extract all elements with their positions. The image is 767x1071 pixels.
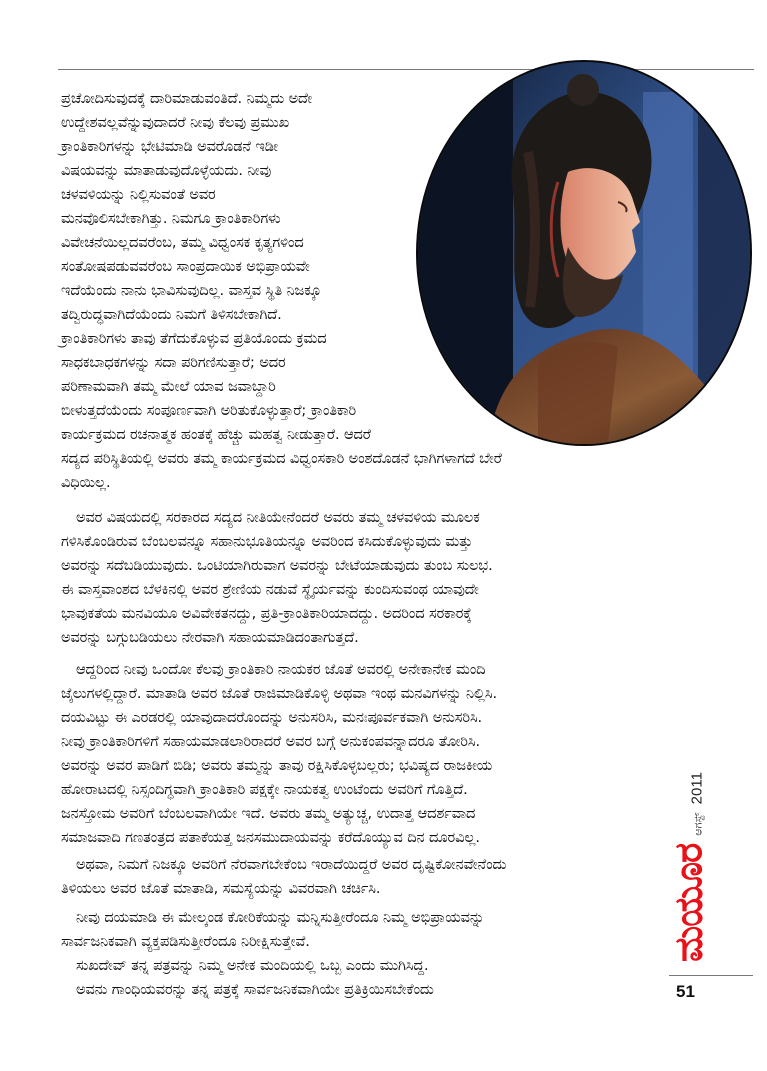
body-line: ಆದ್ದರಿಂದ ನೀವು ಒಂದೋ ಕೆಲವು ಕ್ರಾಂತಿಕಾರಿ ನಾಯಕರ ಜೊತೆ ಅವರಲ್ಲಿ ಅನೇಕಾನೇಕ ಮಂದಿ <box>76 662 486 678</box>
body-line: ಕಾರ್ಯಕ್ರಮದ ರಚನಾತ್ಮಕ ಹಂತಕ್ಕೆ ಹೆಚ್ಚು ಮಹತ್ವ ನೀಡುತ್ತಾರೆ. ಆದರೆ <box>61 427 371 443</box>
body-line: ಬೀಳುತ್ತದೆಯೆಂದು ಸಂಪೂರ್ಣವಾಗಿ ಅರಿತುಕೊಳ್ಳುತ್ತಾರೆ; ಕ್ರಾಂತಿಕಾರಿ <box>61 403 357 419</box>
body-line: ಕ್ರಾಂತಿಕಾರಿಗಳನ್ನು ಭೇಟಿಮಾಡಿ ಅವರೊಡನೆ ಇಡೀ <box>61 139 278 155</box>
body-line: ಚಳವಳಿಯನ್ನು ನಿಲ್ಲಿಸುವಂತೆ ಅವರ <box>61 187 216 203</box>
body-line: ಅವರನ್ನು ಬಗ್ಗುಬಡಿಯಲು ನೇರವಾಗಿ ಸಹಾಯಮಾಡಿದಂತಾಗುತ್ತದೆ. <box>61 630 359 646</box>
body-line: ಇದೆಯೆಂದು ನಾನು ಭಾವಿಸುವುದಿಲ್ಲ. ವಾಸ್ತವ ಸ್ಥಿತಿ ನಿಜಕ್ಕೂ <box>61 283 322 299</box>
footer-rule <box>669 975 753 976</box>
body-line: ಸಮಾಜವಾದಿ ಗಣತಂತ್ರದ ಪತಾಕೆಯತ್ತ ಜನಸಮುದಾಯವನ್ನು ಕರೆದೊಯ್ಯುವ ದಿನ ದೂರವಿಲ್ಲ. <box>61 830 480 846</box>
body-line: ಸದ್ಯದ ಪರಿಸ್ಥಿತಿಯಲ್ಲಿ ಅವರು ತಮ್ಮ ಕಾರ್ಯಕ್ರಮದ ವಿಧ್ವಂಸಕಾರಿ ಅಂಶದೊಡನೆ ಭಾಗಿಗಳಾಗದೆ ಬೇರೆ <box>61 451 502 467</box>
body-line: ಮನವೊಲಿಸಬೇಕಾಗಿತ್ತು. ನಿಮಗೂ ಕ್ರಾಂತಿಕಾರಿಗಳು <box>61 211 281 227</box>
body-line: ವಿಧಿಯಿಲ್ಲ. <box>61 475 111 491</box>
body-line: ಸಂತೋಷಪಡುವವರೆಂಬ ಸಾಂಪ್ರದಾಯಿಕ ಅಭಿಪ್ರಾಯವೇ <box>61 259 310 275</box>
body-line: ಜೈಲುಗಳಲ್ಲಿದ್ದಾರೆ. ಮಾತಾಡಿ ಅವರ ಜೊತೆ ರಾಜಿಮಾಡಿಕೊಳ್ಳಿ ಅಥವಾ ಇಂಥ ಮನವಿಗಳನ್ನು ನಿಲ್ಲಿಸಿ. <box>61 686 497 702</box>
body-line: ಅಥವಾ, ನಿಮಗೆ ನಿಜಕ್ಕೂ ಅವರಿಗೆ ನೆರವಾಗಬೇಕೆಂಬ ಇರಾದೆಯಿದ್ದರೆ ಅವರ ದೃಷ್ಟಿಕೋನವೇನೆಂದು <box>76 857 507 873</box>
magazine-sidebar <box>664 762 714 972</box>
body-line: ತದ್ವಿರುದ್ಧವಾಗಿದೆಯೆಂದು ನಿಮಗೆ ತಿಳಿಸಬೇಕಾಗಿದೆ. <box>61 307 282 323</box>
body-line: ವಿಷಯವನ್ನು ಮಾತಾಡುವುದೊಳ್ಳೆಯದು. ನೀವು <box>61 163 272 179</box>
issue-month: ಆಗಸ್ಟ್ <box>691 812 705 836</box>
body-line: ಅವನು ಗಾಂಧಿಯವರನ್ನು ತನ್ನ ಪತ್ರಕ್ಕೆ ಸಾರ್ವಜನಿಕವಾಗಿಯೇ ಪ್ರತಿಕ್ರಿಯಿಸಬೇಕೆಂದು <box>76 982 434 998</box>
body-line: ಜನಸ್ತೋಮ ಅವರಿಗೆ ಬೆಂಬಲವಾಗಿಯೇ ಇದೆ. ಅವರು ತಮ್ಮ ಅತ್ಯುಚ್ಚ, ಉದಾತ್ತ ಆದರ್ಶವಾದ <box>61 806 476 822</box>
body-line: ಸಾರ್ವಜನಿಕವಾಗಿ ವ್ಯಕ್ತಪಡಿಸುತ್ತೀರೆಂದೂ ನಿರೀಕ್ಷಿಸುತ್ತೇವೆ. <box>61 934 310 950</box>
body-line: ಈ ವಾಸ್ತವಾಂಶದ ಬೆಳಕಿನಲ್ಲಿ ಅವರ ಶ್ರೇಣಿಯ ನಡುವೆ ಸ್ಥೈರ್ಯವನ್ನು ಕುಂದಿಸುವಂಥ ಯಾವುದೇ <box>61 582 479 598</box>
body-line: ಅವರ ವಿಷಯದಲ್ಲಿ ಸರಕಾರದ ಸದ್ಯದ ನೀತಿಯೇನೆಂದರೆ ಅವರು ತಮ್ಮ ಚಳವಳಿಯ ಮೂಲಕ <box>76 510 480 526</box>
body-line: ಗಳಿಸಿಕೊಂಡಿರುವ ಬೆಂಬಲವನ್ನೂ ಸಹಾನುಭೂತಿಯನ್ನೂ ಅವರಿಂದ ಕಸಿದುಕೊಳ್ಳುವುದು ಮತ್ತು <box>61 534 473 550</box>
body-line: ದಯವಿಟ್ಟು ಈ ಎರಡರಲ್ಲಿ ಯಾವುದಾದರೊಂದನ್ನು ಅನುಸರಿಸಿ, ಮನಃಪೂರ್ವಕವಾಗಿ ಅನುಸರಿಸಿ. <box>61 710 483 726</box>
issue-year: 2011 <box>688 772 706 805</box>
body-line: ವಿವೇಚನೆಯಿಲ್ಲದವರೆಂಬ, ತಮ್ಮ ವಿಧ್ವಂಸಕ ಕೃತ್ಯಗಳಿಂದ <box>61 235 304 251</box>
body-line: ಪರಿಣಾಮವಾಗಿ ತಮ್ಮ ಮೇಲೆ ಯಾವ ಜವಾಬ್ದಾರಿ <box>61 379 276 395</box>
body-line: ನೀವು ದಯಮಾಡಿ ಈ ಮೇಲ್ಕಂಡ ಕೋರಿಕೆಯನ್ನು ಮನ್ನಿಸುತ್ತೀರೆಂದೂ ನಿಮ್ಮ ಅಭಿಪ್ರಾಯವನ್ನು <box>76 910 485 926</box>
body-line: ಸುಖದೇವ್ ತನ್ನ ಪತ್ರವನ್ನು ನಿಮ್ಮ ಅನೇಕ ಮಂದಿಯಲ್ಲಿ ಒಬ್ಬ ಎಂದು ಮುಗಿಸಿದ್ದ. <box>76 958 429 974</box>
body-line: ಸಾಧಕಬಾಧಕಗಳನ್ನು ಸದಾ ಪರಿಗಣಿಸುತ್ತಾರೆ; ಅದರ <box>61 355 286 371</box>
body-line: ನೀವು ಕ್ರಾಂತಿಕಾರಿಗಳಿಗೆ ಸಹಾಯಮಾಡಲಾರಿರಾದರೆ ಅವರ ಬಗ್ಗೆ ಅನುಕಂಪವನ್ನಾದರೂ ತೋರಿಸಿ. <box>61 734 480 750</box>
body-line: ತಿಳಿಯಲು ಅವರ ಜೊತೆ ಮಾತಾಡಿ, ಸಮಸ್ಯೆಯನ್ನು ವಿವರವಾಗಿ ಚರ್ಚಿಸಿ. <box>61 881 381 897</box>
body-line: ಹೋರಾಟದಲ್ಲಿ ನಿಸ್ಸಂದಿಗ್ಧವಾಗಿ ಕ್ರಾಂತಿಕಾರಿ ಪಕ್ಷಕ್ಕೇ ನಾಯಕತ್ವ ಉಂಟೆಂದು ಅವರಿಗೆ ಗೊತ್ತಿದೆ. <box>61 782 468 798</box>
body-line: ಅವರನ್ನು ಅವರ ಪಾಡಿಗೆ ಬಿಡಿ; ಅವರು ತಮ್ಮನ್ನು ತಾವು ರಕ್ಷಿಸಿಕೊಳ್ಳಬಲ್ಲರು; ಭವಿಷ್ಯದ ರಾಜಕೀಯ <box>61 758 493 774</box>
magazine-name: ಮಯೂರ <box>666 843 711 962</box>
body-line: ಪ್ರಚೋದಿಸುವುದಕ್ಕೆ ದಾರಿಮಾಡುವಂತಿದೆ. ನಿಮ್ಮದು ಅದೇ <box>61 91 313 107</box>
page-number: 51 <box>676 982 695 1001</box>
body-line: ಭಾವುಕತೆಯ ಮನವಿಯೂ ಅವಿವೇಕತನದ್ದು, ಪ್ರತಿ-ಕ್ರಾಂತಿಕಾರಿಯಾದದ್ದು. ಅದರಿಂದ ಸರಕಾರಕ್ಕೆ <box>61 606 472 622</box>
body-line: ಕ್ರಾಂತಿಕಾರಿಗಳು ತಾವು ತೆಗೆದುಕೊಳ್ಳುವ ಪ್ರತಿಯೊಂದು ಕ್ರಮದ <box>61 331 327 347</box>
body-line: ಉದ್ದೇಶವಲ್ಲವೆನ್ನುವುದಾದರೆ ನೀವು ಕೆಲವು ಪ್ರಮುಖ <box>61 115 290 131</box>
body-line: ಅವರನ್ನು ಸದೆಬಡಿಯುವುದು. ಒಂಟಿಯಾಗಿರುವಾಗ ಅವರನ್ನು ಬೇಟೆಯಾಡುವುದು ತುಂಬ ಸುಲಭ. <box>61 558 493 574</box>
